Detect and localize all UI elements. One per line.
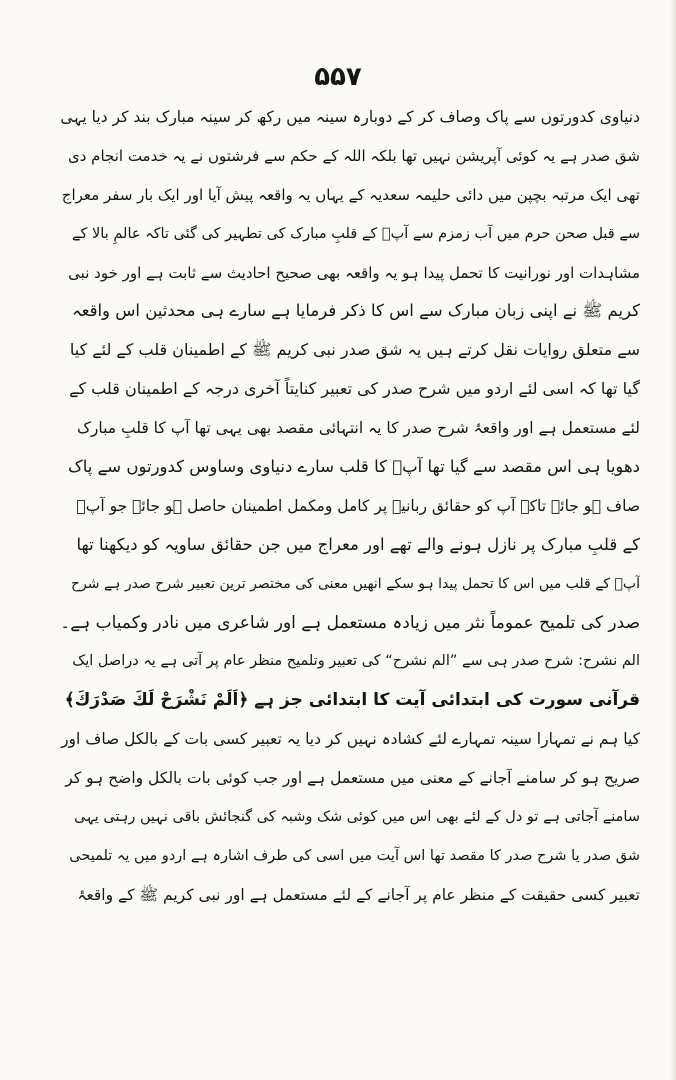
text-line: لئے مستعمل ہے اور واقعۂ شرح صدر کا یہ انتہائی مقصد بھی یہی تھا آپ کا قلبِ مبارک — [76, 419, 640, 438]
quran-verse-line: قرآنی سورت کی ابتدائی آیت کا ابتدائی جز ہے ﴿اَلَمْ نَشْرَحْ لَكَ صَدْرَكَ﴾ — [64, 690, 640, 711]
body-text — [60, 98, 640, 915]
text-line: صدر کی تلمیح عموماً نثر میں زیادہ مستعمل ہے اور شاعری میں نادر وکمیاب ہے۔ — [60, 612, 640, 633]
text-line: کے قلبِ مبارک پر نازل ہونے والے تھے اور معراج میں جن حقائق ساویہ کو دیکھنا تھا — [76, 534, 640, 554]
text-line: الم نشرح: شرح صدر ہی سے ”الم نشرح“ کی تعبیر وتلمیح منظر عام پر آتی ہے یہ دراصل ایک — [72, 653, 640, 670]
text-line: آپؐ کے قلب میں اس کا تحمل پیدا ہو سکے انھیں معنی کی مختصر ترین تعبیر شرح صدر ہے شرح — [71, 575, 640, 592]
text-line: سامنے آجاتی ہے تو دل کے لئے بھی اس میں کوئی شک وشبہ کی گنجائش باقی نہیں رہتی یہی — [74, 809, 640, 826]
text-line: شق صدر یا شرح صدر کا مقصد تھا اس آیت میں اسی کی طرف اشارہ ہے اردو میں یہ تلمیحی — [69, 847, 640, 864]
text-line: کریم ﷺ نے اپنی زبان مبارک سے اس کا ذکر فرمایا ہے سارے ہی محدثین اس واقعہ — [71, 301, 640, 321]
text-line: صریح ہو کر سامنے آجانے کے معنی میں مستعمل ہے اور جب کوئی بات بالکل واضح ہو کر — [65, 769, 640, 788]
text-line: دھویا ہی اس مقصد سے گیا تھا آپؐ کا قلب سارے دنیاوی وساوس کدورتوں سے پاک — [67, 457, 640, 477]
text-line: شق صدر ہے یہ کوئی آپریشن نہیں تھا بلکہ اللہ کے حکم سے فرشتوں نے یہ خدمت انجام دی — [67, 146, 640, 165]
text-line: تعبیر کسی حقیقت کے منظر عام پر آجانے کے لئے مستعمل ہے اور نبی کریم ﷺ کے واقعۂ — [77, 885, 640, 904]
text-line: دنیاوی کدورتوں سے پاک وصاف کر کے دوبارہ سینہ میں رکھ کر سینہ مبارک بند کر دیا یہی — [60, 108, 640, 126]
text-line: مشاہدات اور نورانیت کا تحمل پیدا ہو یہ واقعہ بھی صحیح احادیث سے ثابت ہے اور خود نبی — [68, 263, 640, 282]
text-line: تھی ایک مرتبہ بچپن میں دائی حلیمہ سعدیہ کے یہاں یہ واقعہ پیش آیا اور ایک بار سفر معراج — [61, 185, 640, 204]
scan-edge-shadow — [670, 0, 676, 1080]
text-line: سے قبل صحن حرم میں آب زمزم سے آپؐ کے قلبِ مبارک کی تطہیر کی گئی تاکہ عالمِ بالا کے — [72, 225, 640, 242]
text-line: کیا ہم نے تمہارا سینہ تمہارے لئے کشادہ نہیں کر دیا یہ تعبیر کسی بات کے بالکل صاف اور — [61, 730, 640, 749]
text-line: صاف ہو جائے تاکہ آپ کو حقائق ربانیہ پر کامل ومکمل اطمینان حاصل ہو جائے جو آپؐ — [76, 496, 640, 515]
page-number: ۵۵۷ — [314, 62, 362, 92]
text-line: سے متعلق روایات نقل کرتے ہیں یہ شق صدر نبی کریم ﷺ کے اطمینان قلب کے لئے کیا — [69, 340, 640, 360]
text-line: گیا تھا کہ اسی لئے اردو میں شرح صدر کی تعبیر کنایتاً آخری درجہ کے اطمینان قلب کے — [69, 379, 640, 399]
